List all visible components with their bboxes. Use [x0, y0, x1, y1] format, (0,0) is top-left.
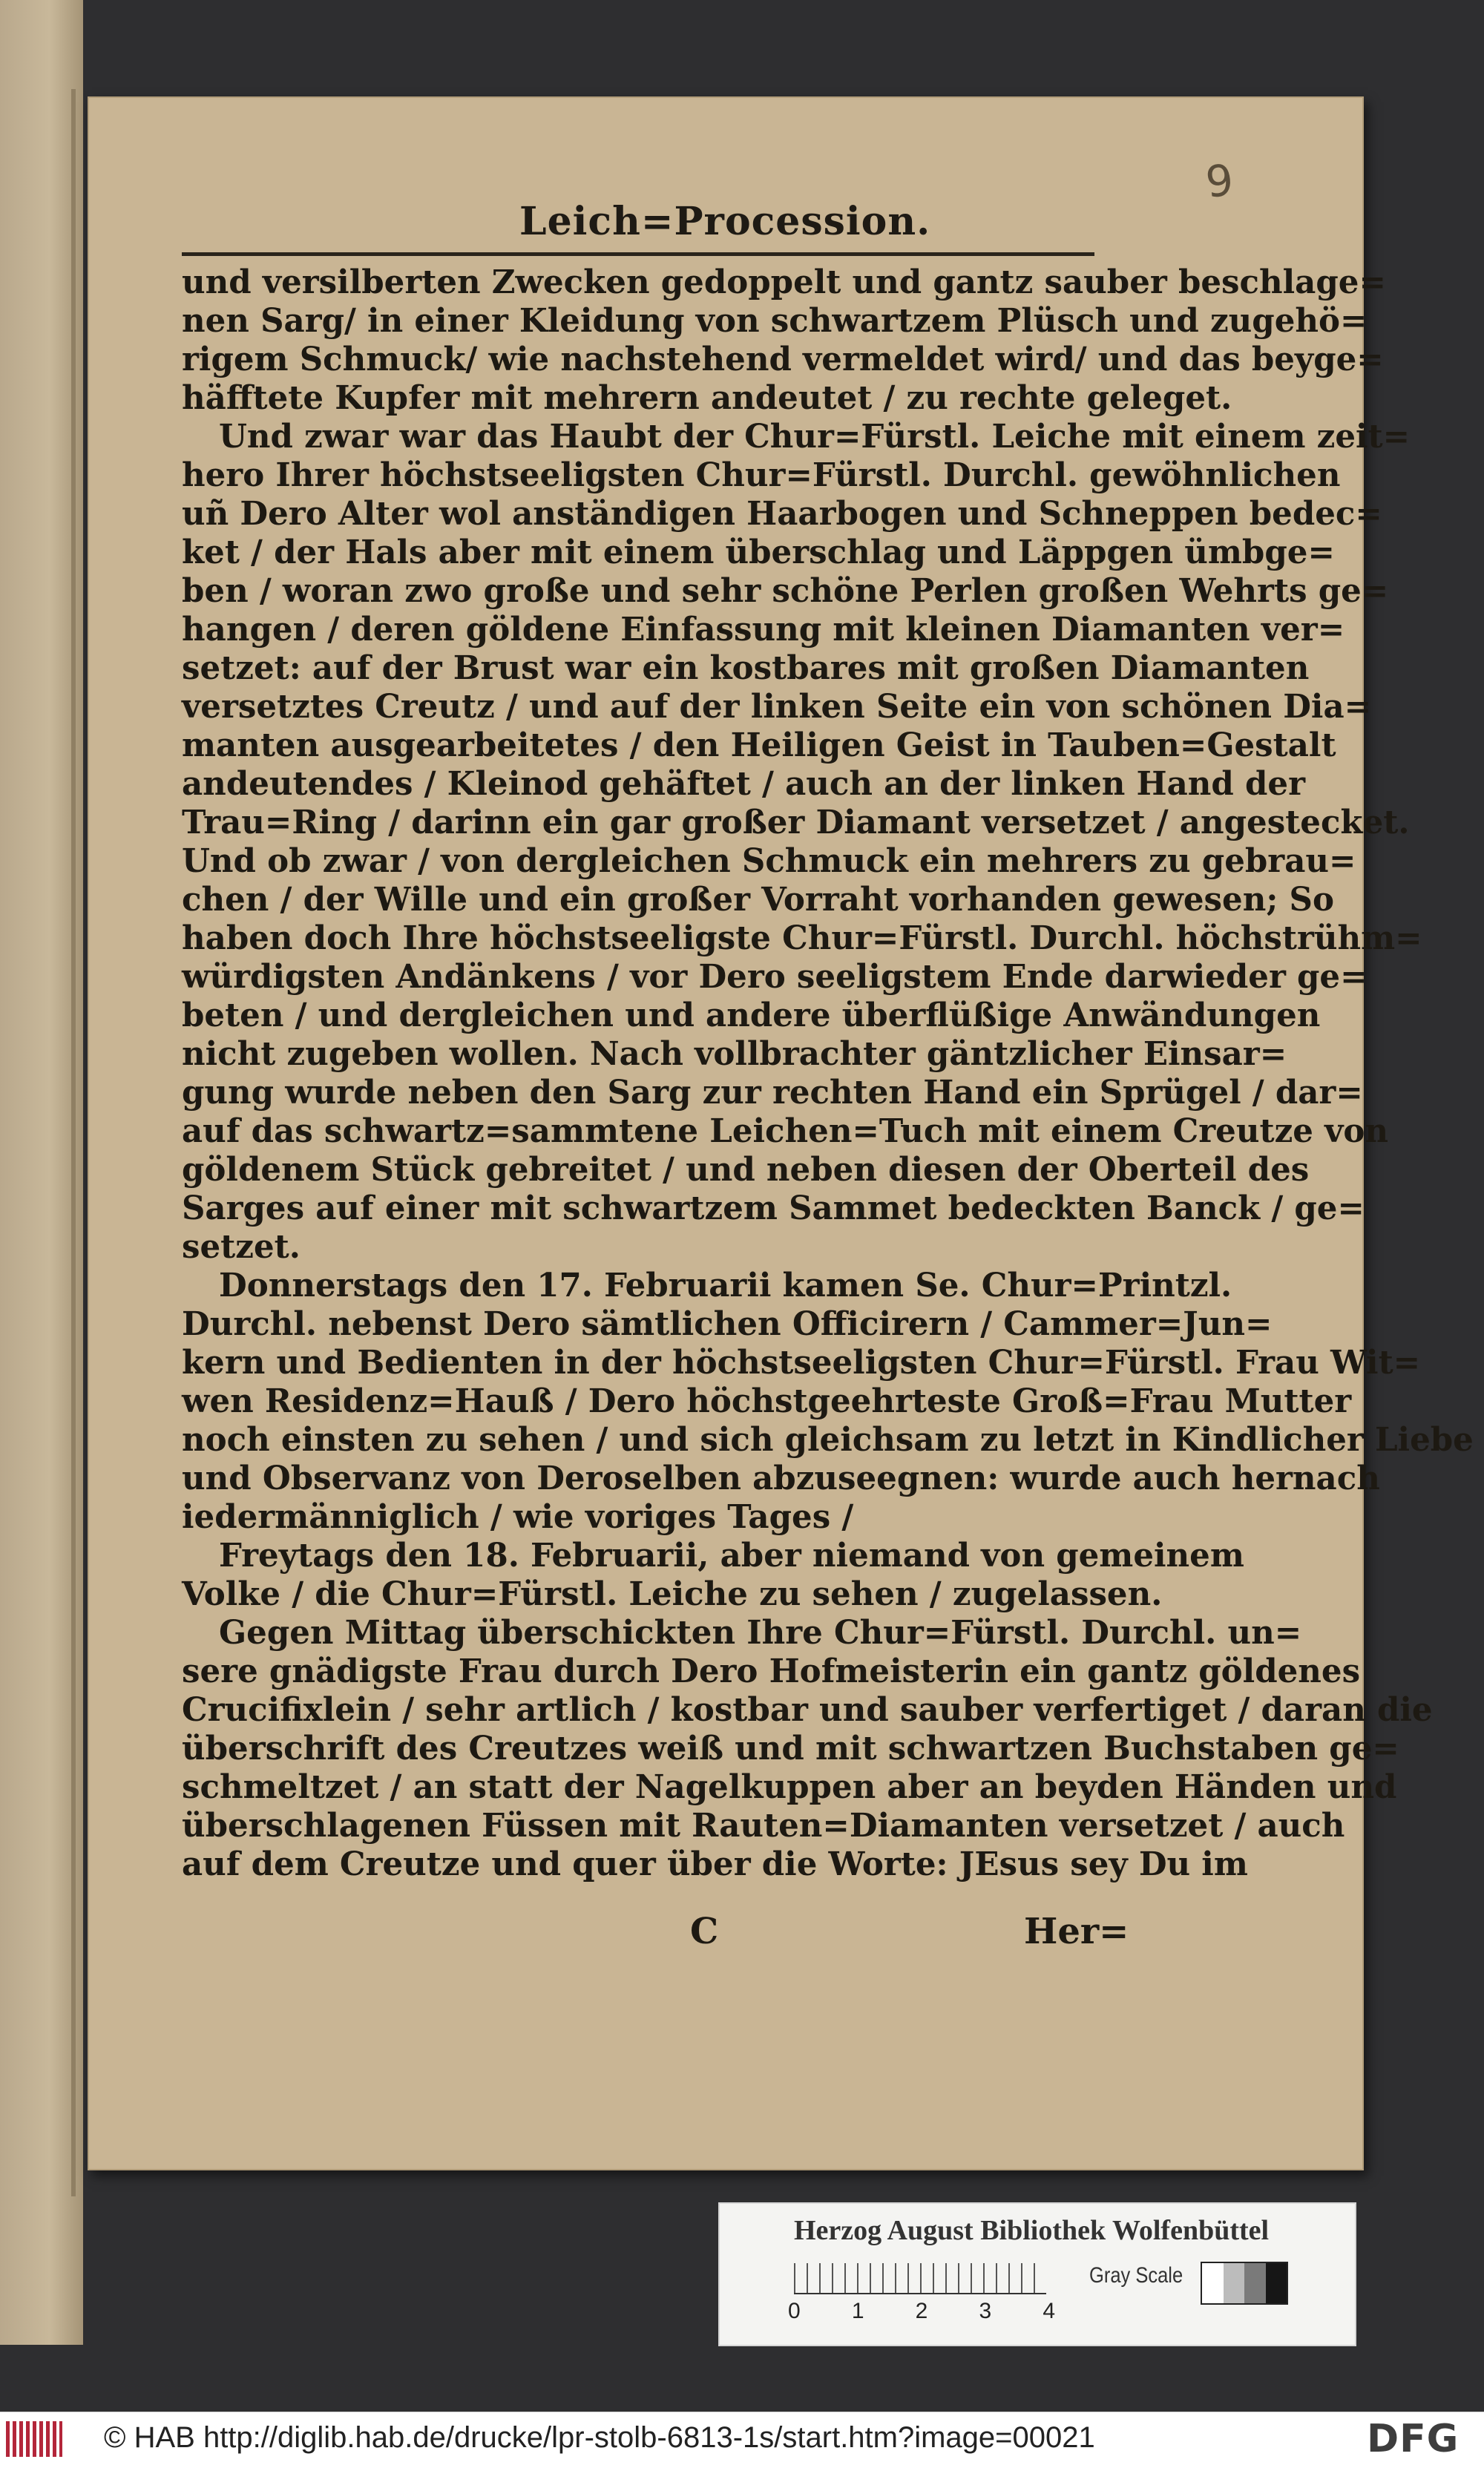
text-line: Donnerstags den 17. Februarii kamen Se. Chur=Printzl. [219, 1267, 1232, 1304]
hab-barcode-icon [6, 2421, 62, 2457]
text-line: hangen / deren göldene Einfassung mit kleinen Diamanten ver= [182, 611, 1345, 649]
text-line: ket / der Hals aber mit einem überschlag und Läppgen ümbge= [182, 534, 1335, 571]
scale-label: 0 [788, 2299, 801, 2323]
text-line: Durchl. nebenst Dero sämtlichen Officirern / Cammer=Jun= [182, 1305, 1273, 1343]
text-line: andeutendes / Kleinod gehäftet / auch an der linken Hand der [182, 765, 1306, 803]
handwritten-page-number: 9 [1203, 154, 1236, 208]
scale-label: 4 [1043, 2299, 1055, 2323]
signature-mark: C [690, 1911, 719, 1952]
gray-scale-swatches [1201, 2262, 1288, 2305]
text-line: häfftete Kupfer mit mehrern andeutet / zu rechte geleget. [182, 379, 1232, 417]
library-name: Herzog August Bibliothek Wolfenbüttel [794, 2215, 1270, 2246]
scale-label: 1 [851, 2299, 864, 2323]
text-line: versetztes Creutz / und auf der linken Seite ein von schönen Dia= [182, 688, 1372, 726]
gray-swatch [1202, 2263, 1224, 2303]
text-line: kern und Bedienten in der höchstseeligsten Chur=Fürstl. Frau Wit= [182, 1344, 1421, 1382]
source-url[interactable]: © HAB http://diglib.hab.de/drucke/lpr-stolb-6813-1s/start.htm?image=00021 [104, 2421, 1095, 2454]
text-line: beten / und dergleichen und andere überflüßige Anwändungen [182, 997, 1321, 1034]
text-line: göldenem Stück gebreitet / und neben diesen der Oberteil des [182, 1151, 1310, 1189]
measurement-scale [794, 2263, 1046, 2294]
text-line: uñ Dero Alter wol anständigen Haarbogen und Schneppen bedec= [182, 495, 1382, 533]
text-line: wen Residenz=Hauß / Dero höchstgeehrteste Groß=Frau Mutter [182, 1382, 1352, 1420]
color-calibration-card [718, 2202, 1356, 2346]
text-line: rigem Schmuck/ wie nachstehend vermeldet wird/ und das beyge= [182, 341, 1384, 378]
text-line: und Observanz von Deroselben abzuseegnen: wurde auch hernach [182, 1460, 1380, 1497]
header-rule [182, 252, 1094, 256]
text-line: schmeltzet / an statt der Nagelkuppen aber an beyden Händen und [182, 1768, 1397, 1806]
text-line: chen / der Wille und ein großer Vorraht vorhanden gewesen; So [182, 881, 1334, 919]
text-line: setzet: auf der Brust war ein kostbares mit großen Diamanten [182, 649, 1310, 687]
catchword: Her= [1024, 1911, 1129, 1952]
text-line: Sarges auf einer mit schwartzem Sammet bedeckten Banck / ge= [182, 1189, 1365, 1227]
text-line: gung wurde neben den Sarg zur rechten Hand ein Sprügel / dar= [182, 1074, 1363, 1112]
text-line: nen Sarg/ in einer Kleidung von schwartzem Plüsch und zugehö= [182, 302, 1368, 340]
text-line: haben doch Ihre höchstseeligste Chur=Fürstl. Durchl. höchstrühm= [182, 919, 1422, 957]
dfg-logo: DFG [1367, 2417, 1460, 2461]
scale-labels [788, 2299, 1055, 2324]
text-line: auf das schwartz=sammtene Leichen=Tuch mit einem Creutze von [182, 1112, 1389, 1150]
text-line: nicht zugeben wollen. Nach vollbrachter gäntzlicher Einsar= [182, 1035, 1287, 1073]
text-line: überschlagenen Füssen mit Rauten=Diamanten versetzet / auch [182, 1807, 1345, 1845]
text-line: hero Ihrer höchstseeligsten Chur=Fürstl. Durchl. gewöhnlichen [182, 456, 1341, 494]
text-line: Gegen Mittag überschickten Ihre Chur=Fürstl. Durchl. un= [219, 1614, 1302, 1652]
scale-label: 2 [915, 2299, 928, 2323]
text-line: ben / woran zwo große und sehr schöne Perlen großen Wehrts ge= [182, 572, 1389, 610]
text-line: Crucifixlein / sehr artlich / kostbar und sauber verfertiget / daran die [182, 1691, 1433, 1729]
text-line: Und ob zwar / von dergleichen Schmuck ein mehrers zu gebrau= [182, 842, 1356, 880]
page-gutter-shadow [71, 89, 76, 2196]
gray-scale-label: Gray Scale [1089, 2263, 1183, 2288]
text-line: Freytags den 18. Februarii, aber niemand von gemeinem [219, 1537, 1244, 1575]
gray-swatch [1266, 2263, 1287, 2303]
text-line: Trau=Ring / darinn ein gar großer Diamant versetzet / angestecket. [182, 804, 1410, 841]
gray-swatch [1244, 2263, 1266, 2303]
text-line: Und zwar war das Haubt der Chur=Fürstl. Leiche mit einem zeit= [219, 418, 1411, 456]
text-line: setzet. [182, 1228, 301, 1266]
body-text [182, 263, 1474, 1884]
text-line: manten ausgearbeitetes / den Heiligen Geist in Tauben=Gestalt [182, 726, 1336, 764]
text-line: sere gnädigste Frau durch Dero Hofmeisterin ein gantz göldenes [182, 1652, 1361, 1690]
running-header: Leich=Procession. [519, 199, 931, 244]
footer-bar [0, 2412, 1484, 2465]
text-line: überschrift des Creutzes weiß und mit schwartzen Buchstaben ge= [182, 1730, 1399, 1767]
text-line: würdigsten Andänkens / vor Dero seeligstem Ende darwieder ge= [182, 958, 1368, 996]
text-line: noch einsten zu sehen / und sich gleichsam zu letzt in Kindlicher Liebe [182, 1421, 1474, 1459]
gray-swatch [1224, 2263, 1245, 2303]
text-line: auf dem Creutze und quer über die Worte: JEsus sey Du im [182, 1845, 1248, 1883]
scale-label: 3 [979, 2299, 992, 2323]
text-line: Volke / die Chur=Fürstl. Leiche zu sehen / zugelassen. [182, 1575, 1163, 1613]
text-line: und versilberten Zwecken gedoppelt und gantz sauber beschlage= [182, 263, 1386, 301]
text-line: iedermänniglich / wie voriges Tages / [182, 1498, 854, 1536]
